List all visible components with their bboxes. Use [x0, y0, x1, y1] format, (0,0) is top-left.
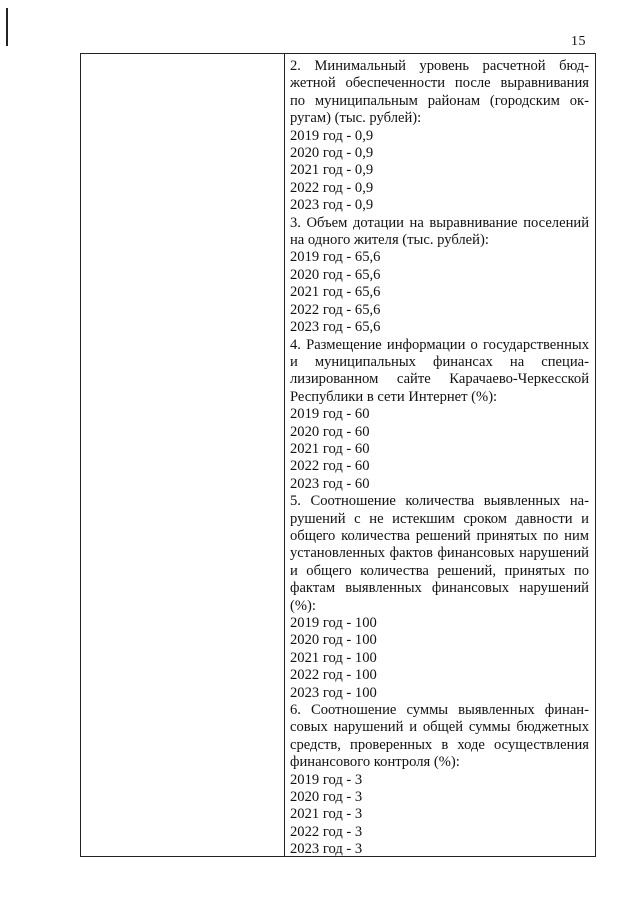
indicator-year-value: 2022 год - 65,6	[290, 301, 381, 318]
indicator-year-value: 2023 год - 65,6	[290, 319, 381, 336]
indicator-year-value: 2020 год - 65,6	[290, 266, 381, 283]
indicator-year-value: 2019 год - 60	[290, 406, 370, 423]
indicator-year-value: 2022 год - 60	[290, 458, 370, 475]
indicator-block-3	[290, 215, 589, 337]
indicator-year-value: 2022 год - 0,9	[290, 179, 374, 196]
indicator-year-value: 2020 год - 60	[290, 423, 370, 440]
indicator-block-4	[290, 337, 589, 494]
indicator-year-value: 2023 год - 60	[290, 475, 370, 492]
margin-mark	[6, 8, 8, 46]
indicator-block-5	[290, 493, 589, 702]
indicator-year-value: 2023 год - 0,9	[290, 197, 374, 214]
indicator-year-value: 2021 год - 0,9	[290, 162, 374, 179]
indicator-year-value: 2023 год - 3	[290, 841, 363, 858]
table-right-cell	[285, 54, 595, 856]
indicators-table	[80, 53, 596, 857]
indicator-year-value: 2019 год - 65,6	[290, 249, 381, 266]
indicator-year-value: 2019 год - 0,9	[290, 127, 374, 144]
indicator-block-2	[290, 58, 589, 215]
indicator-title: 3. Объем дотации на выравнивание поселений на одного жителя (тыс. рублей):	[290, 214, 589, 249]
indicator-year-value: 2022 год - 3	[290, 823, 363, 840]
indicator-title: 5. Соотношение количества выявленных нарушений с не истекшим сроком давности и общего количества решений принятых по ним установленных фактов финансовых нарушений и общего количества решений, принятых по фактам выявленных финансовых нарушений (%):	[290, 493, 589, 614]
indicator-year-value: 2023 год - 100	[290, 684, 377, 701]
indicator-year-value: 2021 год - 3	[290, 806, 363, 823]
indicator-year-value: 2020 год - 100	[290, 632, 377, 649]
indicator-title: 2. Минимальный уровень расчетной бюджетной обеспеченности после выравнивания по муниципальным районам (городским округам) (тыс. рублей):	[290, 58, 589, 127]
indicator-year-value: 2020 год - 3	[290, 789, 363, 806]
indicator-year-value: 2021 год - 60	[290, 440, 370, 457]
indicator-year-value: 2021 год - 100	[290, 649, 377, 666]
page-number: 15	[571, 34, 586, 49]
indicator-year-value: 2020 год - 0,9	[290, 145, 374, 162]
indicator-title: 4. Размещение информации о государственных и муниципальных финансах на специализированном сайте Карачаево-Черкесской Республики в сети Интернет (%):	[290, 336, 589, 405]
indicator-block-6	[290, 702, 589, 859]
indicator-year-value: 2021 год - 65,6	[290, 284, 381, 301]
indicator-year-value: 2019 год - 3	[290, 771, 363, 788]
table-left-cell	[81, 54, 285, 856]
indicator-title: 6. Соотношение суммы выявленных финансовых нарушений и общей суммы бюджетных средств, проверенных в ходе осуществления финансового контроля (%):	[290, 702, 589, 771]
indicator-year-value: 2022 год - 100	[290, 667, 377, 684]
indicator-year-value: 2019 год - 100	[290, 615, 377, 631]
